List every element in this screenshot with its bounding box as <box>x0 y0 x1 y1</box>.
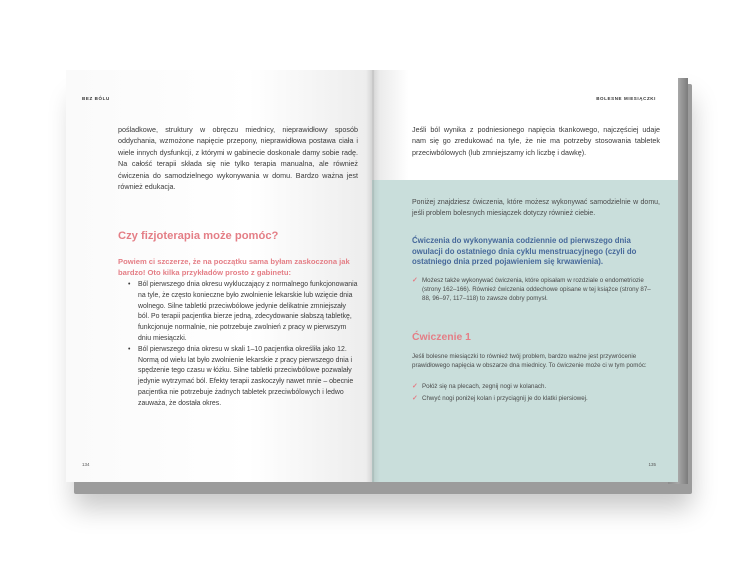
exercise-step <box>412 394 652 403</box>
right-paragraph: Jeśli ból wynika z podniesionego napięcia tkankowego, najczęściej udaje nam się go zredukować na tyle, że nie ma potrzeby stosowania tabletek przeciwbólowych (lub zmniejszamy ich liczbę i dawkę). <box>412 125 660 157</box>
left-running-head: BEZ BÓLU <box>82 96 110 101</box>
lead-text: Powiem ci szczerze, że na początku sama byłam zaskoczona jak bardzo! Oto kilka przykładów prosto z gabinetu: <box>118 257 350 278</box>
left-paragraph: pośladkowe, struktury w obręczu miednicy, nieprawidłowy sposób oddychania, wzmożone napięcie przepony, nieprawidłowa postawa ciała i wiele innych dysfunkcji, z którymi w gabinecie doskonale damy sobie radę. Na całość terapii składa się nie tylko terapia manualna, ale również ćwiczenia do samodzielnego wykonywania w domu. Bardzo ważna jest również edukacja. <box>118 125 358 192</box>
right-page <box>372 70 678 482</box>
exercise-intro: Jeśli bolesne miesiączki to również twój problem, bardzo ważne jest przywrócenie prawidłowego napięcia w obszarze dna miednicy. To ćwiczenie może ci w tym pomóc: <box>412 353 647 369</box>
exercise-step <box>412 382 652 391</box>
note-text: Możesz także wykonywać ćwiczenia, które opisałam w rozdziale o endometriozie (strony 162–166). Również ćwiczenia oddechowe opisane w tej książce (strony 87–88, 96–97, 117–118) to zawsze dobry pomysł. <box>422 277 651 302</box>
right-page-number: 135 <box>648 462 656 467</box>
case-list <box>126 280 358 410</box>
step-text: Połóż się na plecach, zegnij nogi w kolanach. <box>422 383 547 390</box>
step-text: Chwyć nogi poniżej kolan i przyciągnij je do klatki piersiowej. <box>422 395 588 402</box>
panel-subheading: Ćwiczenia do wykonywania codziennie od pierwszego dnia owulacji do ostatniego dnia cyklu menstruacyjnego (czyli do ostatniego dnia przed pojawieniem się krwawienia). <box>412 236 637 267</box>
exercise-heading: Ćwiczenie 1 <box>412 332 471 343</box>
list-item: • Ból pierwszego dnia okresu w skali 1–10 pacjentka określiła jako 12. Normą od wielu lat było zwolnienie lekarskie z pracy pierwszego dnia i spędzenie tego czasu w łóżku. Silne tabletki przeciwbólowe pozwalały jedynie wytrzymać ból. Efekty terapii zaskoczyły nawet mnie – obecnie pacjentka nie potrzebuje żadnych tabletek przeciwbólowych i ledwo zauważa, że dostała okres. <box>126 345 358 410</box>
left-page-number: 134 <box>82 462 90 467</box>
check-icon: ✓ <box>412 277 418 284</box>
list-item: • Ból pierwszego dnia okresu wykluczający z normalnego funkcjonowania na tyle, że często konieczne było zwolnienie lekarskie lub wzięcie dnia wolnego. Silne tabletki przeciwbólowe jedynie delikatnie zmniejszały ból. Po terapii pacjentka bierze jedną, zdecydowanie słabszą tabletkę, funkcjonuje normalnie, nie potrzebuje zwolnień z pracy w pierwszym dniu miesiączki. <box>126 280 358 345</box>
left-page <box>66 70 372 482</box>
check-icon: ✓ <box>412 383 418 390</box>
panel-paragraph: Poniżej znajdziesz ćwiczenia, które możesz wykonywać samodzielnie w domu, jeśli problem bolesnych miesiączek dotyczy również ciebie. <box>412 199 660 217</box>
section-heading: Czy fizjoterapia może pomóc? <box>118 230 279 242</box>
check-icon: ✓ <box>412 395 418 402</box>
open-book <box>66 70 686 490</box>
note-item <box>412 276 652 303</box>
right-running-head: BOLESNE MIESIĄCZKI <box>596 96 656 101</box>
exercise-panel <box>372 180 678 482</box>
